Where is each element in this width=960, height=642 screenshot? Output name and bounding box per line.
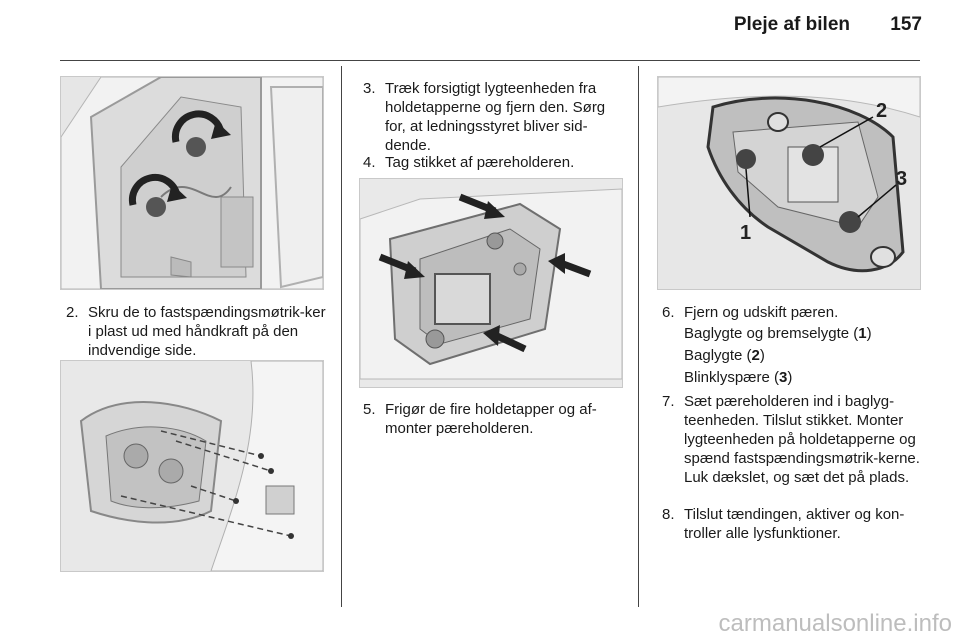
step-text: Tag stikket af pæreholderen.	[385, 154, 575, 171]
callout-3: 3	[896, 168, 908, 190]
column-divider-1	[341, 66, 342, 607]
step-text: Træk forsigtigt lygteenheden fra holdetapperne og fjern den. Sørg for, at ledningsstyret bliver sid-dende.	[385, 80, 606, 154]
page-number: 157	[890, 14, 922, 35]
step-text: Skru de to fastspændingsmøtrik-ker i plast ud med håndkraft på den indvendige side.	[88, 304, 326, 359]
callout-1: 1	[740, 222, 752, 244]
figure-holder-tabs	[359, 178, 623, 388]
step-number: 7.	[662, 393, 675, 410]
step-number: 6.	[662, 304, 675, 321]
bulb-1: Baglygte og bremselygte (1)	[684, 325, 872, 342]
step-7	[662, 392, 928, 487]
step-text: Tilslut tændingen, aktiver og kon-troller alle lysfunktioner.	[684, 506, 905, 542]
step-8	[662, 505, 928, 543]
bulb-2: Baglygte (2)	[684, 347, 765, 364]
step-number: 5.	[363, 401, 376, 418]
step-4	[363, 153, 625, 172]
step-2	[66, 303, 332, 360]
header-rule	[60, 60, 920, 61]
step-number: 3.	[363, 80, 376, 97]
callout-2: 2	[876, 100, 888, 122]
step-3	[363, 79, 625, 155]
step-text: Frigør de fire holdetapper og af-monter pæreholderen.	[385, 401, 597, 437]
figure-bulb-positions	[657, 76, 921, 290]
figure-nuts	[60, 76, 324, 290]
step-text: Fjern og udskift pæren.	[684, 304, 839, 321]
column-divider-2	[638, 66, 639, 607]
step-5	[363, 400, 625, 438]
step-number: 8.	[662, 506, 675, 523]
bulb-3: Blinklyspære (3)	[684, 369, 793, 386]
page-header-title: Pleje af bilen	[733, 14, 850, 35]
figure-lamp-removal	[60, 360, 324, 572]
watermark-footer: carmanualsonline.info	[718, 610, 952, 637]
step-text: Sæt pæreholderen ind i baglyg-teenheden. Tilslut stikket. Monter lygteenheden på holdetapperne og spænd fastspændingsmøtrik-kerne. Luk dækslet, og sæt det på plads.	[684, 393, 920, 486]
step-number: 2.	[66, 304, 79, 321]
step-6	[662, 303, 924, 322]
step-number: 4.	[363, 154, 376, 171]
